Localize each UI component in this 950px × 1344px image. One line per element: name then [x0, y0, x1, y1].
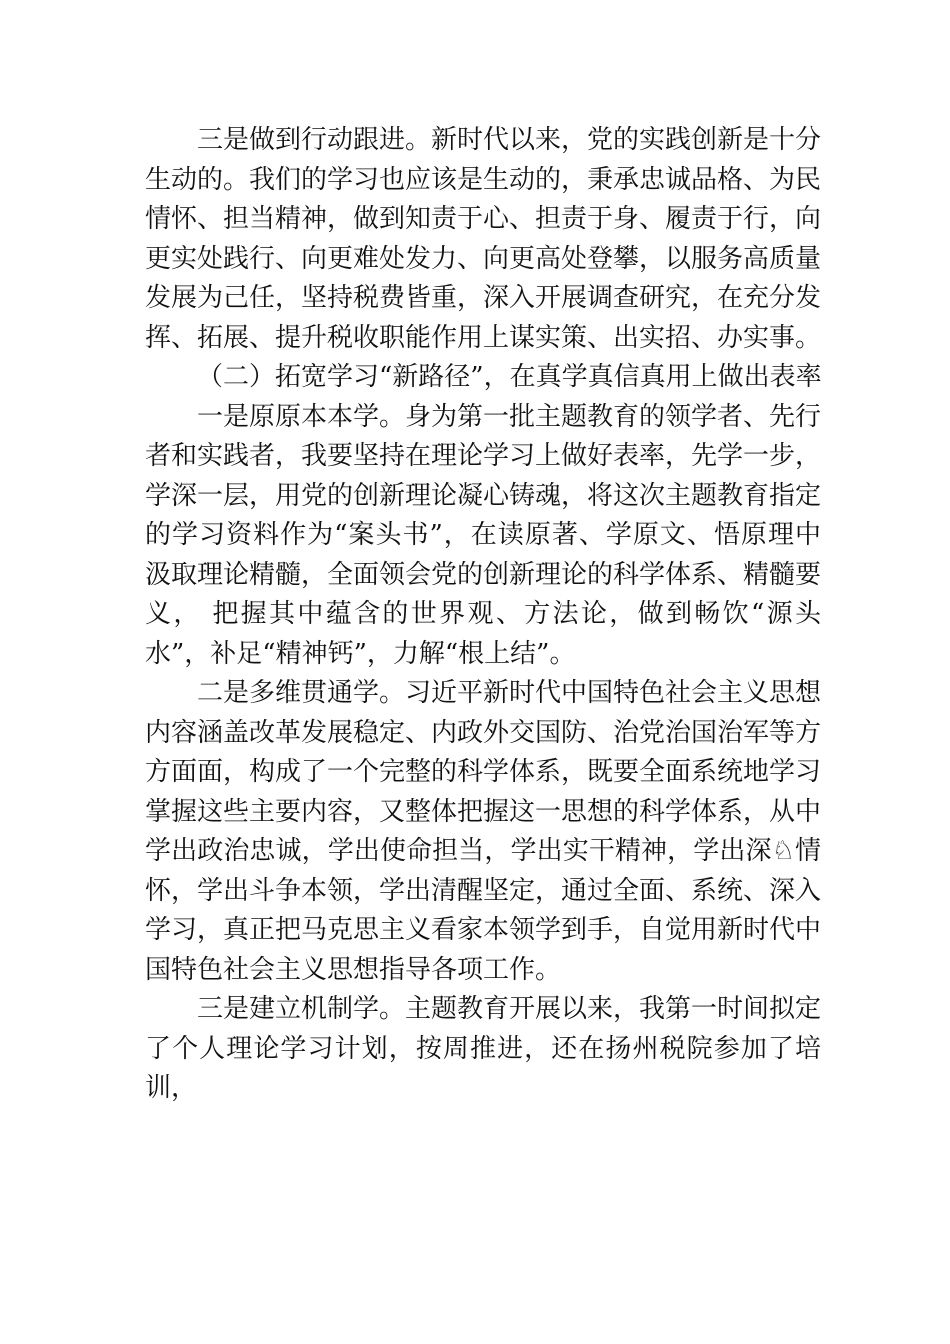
paragraph-mechanism-study: 三是建立机制学。主题教育开展以来，我第一时间拟定了个人理论学习计划，按周推进，还在扬州税院参加了培训，: [145, 994, 822, 1103]
paragraph-original-study: 一是原原本本学。身为第一批主题教育的领学者、先行者和实践者，我要坚持在理论学习上做好表率，先学一步，学深一层，用党的创新理论凝心铸魂，将这次主题教育指定的学习资料作为“案头书”，在读原著、学原文、悟原理中汲取理论精髓，全面领会党的创新理论的科学体系、精髓要义， 把握其中蕴含的世界观、方法论，做到畅饮“源头水”，补足“精神钙”，力解“根上结”。: [145, 401, 822, 669]
document-body: [145, 121, 821, 1109]
paragraph-multidimensional-study: 二是多维贯通学。习近平新时代中国特色社会主义思想内容涵盖改革发展稳定、内政外交国防、治党治国治军等方方面面，构成了一个完整的科学体系，既要全面系统地学习掌握这些主要内容，又整体把握这一思想的科学体系，从中学出政治忠诚，学出使命担当，学出实干精神，学出深♘情怀，学出斗争本领，学出清醒坚定，通过全面、系统、深入学习，真正把马克思主义看家本领学到手，自觉用新时代中国特色社会主义思想指导各项工作。: [145, 678, 822, 985]
section-heading: （二）拓宽学习“新路径”，在真学真信真用上做出表率: [197, 362, 822, 392]
paragraph-action-followup: 三是做到行动跟进。新时代以来，党的实践创新是十分生动的。我们的学习也应该是生动的，秉承忠诚品格、为民情怀、担当精神，做到知责于心、担责于身、履责于行，向更实处践行、向更难处发力、向更高处登攀，以服务高质量发展为己任，坚持税费皆重，深入开展调查研究，在充分发挥、拓展、提升税收职能作用上谋实策、出实招、办实事。: [145, 125, 822, 353]
